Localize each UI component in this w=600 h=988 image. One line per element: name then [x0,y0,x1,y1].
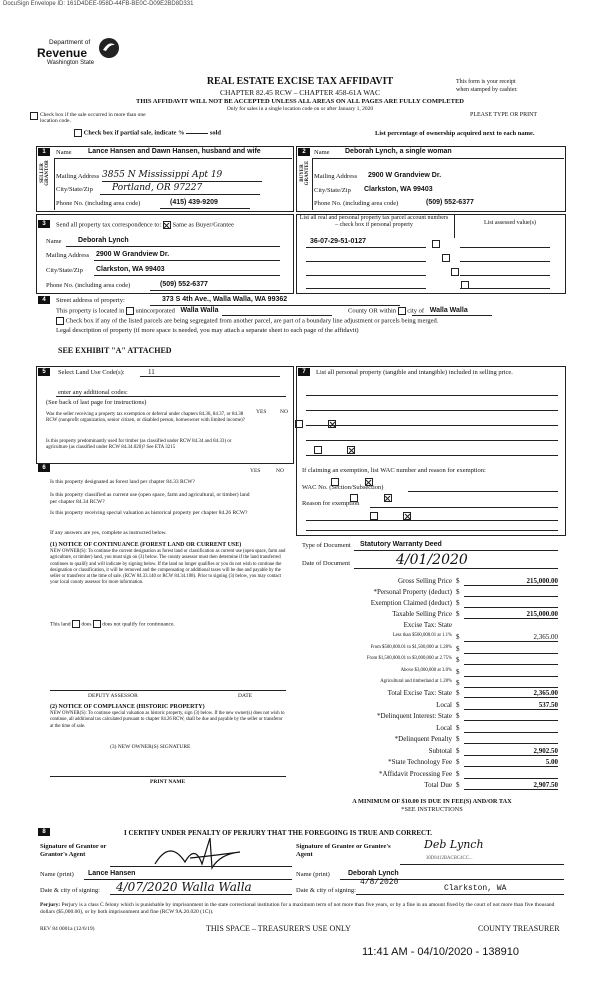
doc-date-value[interactable]: 4/01/2020 [396,552,468,568]
section-6-number: 6 [38,464,50,472]
grantee-signature: Deb Lynch [424,838,484,851]
grantor-signature-scribble-icon [150,834,260,870]
footer-county: COUNTY TREASURER [478,924,560,933]
tax-row-currency: $ [456,599,460,607]
partial-sale-checkbox[interactable] [74,129,82,137]
buyer-name-value[interactable]: Deborah Lynch, a single woman [345,148,452,155]
seller-phone-value[interactable]: (415) 439-9209 [170,199,218,206]
sec5-q1: Was the seller receiving a property tax exemption or deferral under chapters 84.36, 84.37, or 84.38 RCW (nonprofit organization, senior citizen, or disabled person, homeowner with limited income)? [46,412,245,423]
parcel-1-checkbox[interactable] [432,240,440,248]
tax-row-currency: $ [456,656,460,664]
buyer-addr-label: Mailing Address [314,173,358,180]
grantee-name-label: Name (print) [296,871,330,878]
sec6-n2-title: (2) NOTICE OF COMPLIANCE (HISTORIC PROPERTY) [50,704,205,710]
sec7-reason: Reason for exemption [302,500,360,507]
tax-row-currency: $ [456,679,460,687]
sec5-label: Select Land Use Code(s): [58,369,125,376]
sec6-if-yes: If any answers are yes, complete as instructed below. [50,530,167,536]
tax-row-label: Exemption Claimed (deduct) [370,599,452,607]
partial-sale-sold: sold [209,129,222,137]
section-7-number: 7 [298,368,310,376]
perjury [40,902,564,916]
seller-name-value[interactable]: Lance Hansen and Dawn Hansen, husband and wife [88,148,261,155]
footer-space: THIS SPACE – TREASURER'S USE ONLY [206,924,351,933]
deputy-date: DATE [238,693,253,699]
seller-addr-value[interactable]: 3855 N Mississippi Apt 19 [102,170,223,180]
parcel-2-checkbox[interactable] [442,254,450,262]
city-of-checkbox[interactable] [398,307,406,315]
multi-location-label: Check box if the sale occurred in more than one location code. [40,112,146,124]
parcel-3-checkbox[interactable] [451,268,459,276]
envelope-id: DocuSign Envelope ID: 161D4DEE-958D-44FB-BE0C-D09E2BD8D331 [3,1,194,7]
sec4-street-label: Street address of property: [56,297,125,304]
tax-row-value[interactable]: 2,907.50 [533,781,558,789]
same-as-buyer-checkbox[interactable] [163,221,171,229]
tax-row-label: *State Technology Fee [388,758,452,766]
doc-date-label: Date of Document [302,560,351,567]
sec6-n1-body: NEW OWNER(S): To continue the current designation as forest land or classification as current use (open space, farm and agriculture, or timber) land, you must sign on (3) below. The county assessor must then determine if the land transferred continues to qualify and will indicate by signing below. If the land no longer qualifies or you do not wish to continue the designation or classification, it will be removed and the compensating or additional taxes will be due and payable by the seller or transferor at the time of sale. (RCW 84.33.140 or RCW 84.34.108). Prior to signing (3) below, you may contact your local county assessor for more information. [50,549,286,586]
sec5-no: NO [280,409,288,415]
new-owner-signature: (3) NEW OWNER(S) SIGNATURE [110,744,191,750]
dor-logo [37,36,127,70]
land-does-not-checkbox[interactable] [93,620,101,628]
certify: I CERTIFY UNDER PENALTY OF PERJURY THAT THE FOREGOING IS TRUE AND CORRECT. [124,829,433,837]
tax-row-currency: $ [456,667,460,676]
tax-row-label: *Delinquent Penalty [394,735,452,743]
grantee-date-label: Date & city of signing: [296,887,356,894]
receipt-note [456,78,518,94]
sec4-located-text: This property is located in [56,307,125,315]
sec4-segregated [56,317,438,325]
tax-row-label: Subtotal [428,746,452,755]
seller-role-label: SELLER GRANTOR [40,160,50,186]
grantor-name-label: Name (print) [40,871,74,878]
tax-row-value[interactable]: 2,365.00 [533,689,558,697]
parcel-1-value[interactable]: 36-07-29-51-0127 [310,238,367,245]
sec4-county-text: County OR within [348,307,397,315]
sec5-enter: enter any additional codes: [58,389,128,396]
unincorporated-label: unincorporated [135,307,175,315]
tax-row-label: Agricultural and timberland at 1.28% [380,679,452,684]
sec6-q2: Is this property classified as current use (open space, farm and agricultural, or timber) land per chapter 84.34 RCW? [50,492,250,505]
sec3-city-label: City/State/Zip [46,267,83,274]
tax-row-label: Local [436,700,452,709]
seller-name-label: Name [56,149,72,156]
dor-swoosh-icon [97,36,121,60]
logo-line2: Revenue [37,46,88,60]
sec4-street-value[interactable]: 373 S 4th Ave., Walla Walla, WA 99362 [162,296,288,303]
tax-row-currency: $ [456,781,460,789]
land-does-label: does [81,621,92,628]
partial-sale-label: Check box if partial sale, indicate % [83,129,185,137]
tax-row-currency: $ [456,588,460,596]
segregated-checkbox[interactable] [56,317,64,325]
tax-row-label: Gross Selling Price [397,577,452,585]
type-print: PLEASE TYPE OR PRINT [470,112,538,118]
same-as-buyer-label: Same as Buyer/Grantee [172,221,234,229]
buyer-city-value[interactable]: Clarkston, WA 99403 [364,186,433,193]
seller-city-label: City/State/Zip [56,186,93,193]
tax-row-label: Total Excise Tax: State [387,689,452,697]
tax-row-label: Excise Tax: State [403,621,452,629]
sec4-legal: Legal description of property (if more space is needed, you may attach a separate sheet to each page of the affidavit) [56,327,359,334]
tax-row-currency: $ [456,735,460,743]
section-3-number: 3 [38,220,50,228]
section-2-number: 2 [298,148,310,156]
form-warning: THIS AFFIDAVIT WILL NOT BE ACCEPTED UNLESS ALL AREAS ON ALL PAGES ARE FULLY COMPLETED [136,98,464,105]
buyer-phone-value[interactable]: (509) 552-6377 [426,199,474,206]
tax-row-label: Above $3,000,000 at 3.0% [400,667,452,673]
tax-row-value[interactable]: 215,000.00 [526,577,558,585]
parcels-assessed-header: List assessed value(s) [484,220,536,226]
buyer-city-label: City/State/Zip [314,187,351,194]
tax-row-value[interactable]: 2,902.50 [533,746,558,755]
tax-row-currency: $ [456,700,460,709]
section-1-number: 1 [38,148,50,156]
seller-phone-label: Phone No. (including area code) [56,200,141,207]
sec7-exemption: If claiming an exemption, list WAC number and reason for exemption: [302,467,486,474]
exhibit-a: SEE EXHIBIT "A" ATTACHED [58,346,172,355]
sec3-city-value[interactable]: Clarkston, WA 99403 [96,266,165,273]
sec7-label: List all personal property (tangible and intangible) included in selling price. [316,369,513,376]
form-subnote: Only for sales in a single location code on or after January 1, 2020 [226,106,374,112]
sec3-phone-label: Phone No. (including area code) [46,282,131,289]
grantor-date-value[interactable]: 4/07/2020 Walla Walla [116,880,252,894]
tax-row-label: *Delinquent Interest: State [376,712,452,720]
buyer-phone-label: Phone No. (including area code) [314,200,399,207]
grantor-date-label: Date & city of signing: [40,887,100,894]
sec6-n1-title: (1) NOTICE OF CONTINUANCE (FOREST LAND OR CURRENT USE) [50,542,242,548]
tax-row-currency: $ [456,644,460,653]
land-label: This land [50,621,71,628]
tax-row-label: From $500,000.01 to $1,500,000 at 1.28% [370,644,452,650]
segregated-label: Check box if any of the listed parcels are being segregated from another parcel, are part of a boundary line adjustment or parcels being merged. [65,317,439,325]
receipt-note-2: when stamped by cashier. [456,87,518,93]
tax-row-value[interactable]: 5.00 [545,758,558,766]
unincorporated-value[interactable]: Walla Walla [180,307,219,315]
sec6-yes: YES [250,468,261,474]
receipt-note-1: This form is your receipt [456,79,516,85]
tax-row-currency: $ [456,712,460,720]
land-does-checkbox[interactable] [72,620,80,628]
tax-row-label: Total Due [424,781,452,789]
multi-location-checkbox[interactable] [30,112,38,120]
tax-row-label: From $1,500,000.01 to $3,000,000 at 2.75% [366,656,452,661]
partial-sale [74,129,221,137]
grantee-date-value[interactable]: 4/8/2020 [360,878,399,887]
doc-type-label: Type of Document [302,542,351,549]
sec3-name-value[interactable]: Deborah Lynch [78,237,129,244]
buyer-name-label: Name [314,149,330,156]
form-chapter: CHAPTER 82.45 RCW – CHAPTER 458-61A WAC [220,88,380,97]
tax-row-currency: $ [456,758,460,766]
multi-location [40,112,150,124]
logo-line3: Washington State [47,60,95,66]
tax-row-label: *Affidavit Processing Fee [379,769,452,778]
sec6-no: NO [276,468,284,474]
docusign-id: 30D8412BACBC4CC... [426,856,473,861]
sec3-label [56,221,234,229]
perjury-text: Perjury is a class C felony which is punishable by imprisonment in the state correctional institution for a maximum term of not more than five years, or by a fine in an amount fixed by the court of not more than five thousand dollars ($5,000.00), or by both imprisonment and fine (RCW 9A.20.020 (1C)). [40,902,555,915]
tax-row-label: *Personal Property (deduct) [373,588,452,596]
tax-row-currency: $ [456,577,460,585]
tax-row-currency: $ [456,769,460,778]
grantee-sig-label: Signature of Grantee or Grantee's Agent [296,843,391,858]
grantor-name-value[interactable]: Lance Hansen [88,870,136,877]
ownership-note: List percentage of ownership acquired next to each name. [375,130,535,137]
section-4-number: 4 [38,296,50,304]
section-7-box [296,366,566,536]
sec4-county [348,307,468,315]
sec3-label-text: Send all property tax correspondence to: [56,221,162,229]
print-name: PRINT NAME [150,779,186,785]
tax-row-currency: $ [456,746,460,755]
sec6-land [50,620,175,628]
tax-row-currency: $ [456,610,460,618]
tax-row-value[interactable]: 2,365.00 [533,633,558,641]
sec3-addr-label: Mailing Address [46,252,90,259]
city-of-label: city of [407,307,425,315]
sec7-wac: WAC No. (Section/Subsection) [302,484,384,491]
sec6-q1: Is this property designated as forest land per chapter 84.33 RCW? [50,479,195,485]
land-does-not-label: does not qualify for continuance. [102,621,175,628]
sec6-q3: Is this property receiving special valuation as historical property per chapter 84.26 RCW? [50,510,248,516]
section-5-number: 5 [38,368,50,376]
tax-row-label: Taxable Selling Price [392,610,452,618]
parcels-header: List all real and personal property tax parcel account numbers – check box if personal property [299,215,449,228]
perjury-label: Perjury: [40,902,61,908]
grantor-sig-label: Signature of Grantor or Grantor's Agent [40,843,107,858]
minimum-due: A MINIMUM OF $10.00 IS DUE IN FEE(S) AND/OR TAX [352,798,512,805]
grantee-name-value[interactable]: Deborah Lynch [348,870,399,877]
buyer-addr-value[interactable]: 2900 W Grandview Dr. [368,172,442,179]
sec6-n2-body: NEW OWNER(S): To continue special valuation as historic property, sign (3) below. If the new owner(s) does not wish to continue, all additional tax calculated pursuant to chapter 84.26 RCW, shall be due and payable by the seller or transferor at the time of sale. [50,711,285,729]
sec5-see: (See back of last page for instructions) [46,399,147,406]
tax-row-currency: $ [456,689,460,697]
doc-type-value[interactable]: Statutory Warranty Deed [360,541,442,548]
logo-line1: Department of [49,39,91,46]
tax-row-value[interactable]: 215,000.00 [526,610,558,618]
tax-row-currency: $ [456,633,460,641]
form-title: REAL ESTATE EXCISE TAX AFFIDAVIT [206,76,394,87]
unincorporated-checkbox[interactable] [126,307,134,315]
tax-row-label: Less than $500,000.01 at 1.1% [392,633,452,638]
city-of-value[interactable]: Walla Walla [429,307,468,315]
sec3-addr-value[interactable]: 2900 W Grandview Dr. [96,251,170,258]
tax-row-label: Local [436,723,452,732]
sec5-q2: Is this property predominantly used for timber (as classified under RCW 84.34 and 84.33) or agriculture (as classified under RCW 84.34.020)? See ETA 3215 [46,439,232,450]
deputy-assessor: DEPUTY ASSESSOR [88,693,138,699]
tax-row-value[interactable]: 537.50 [538,700,558,709]
footer-rev: REV 84 0001a (12/6/19) [40,926,95,932]
seller-city-value[interactable]: Portland, OR 97227 [112,183,203,193]
recording-stamp: 11:41 AM - 04/10/2020 - 138910 [362,946,519,958]
grantee-city-value[interactable]: Clarkston, WA [444,884,507,893]
buyer-role-label: BUYER GRANTEE [300,160,310,186]
sec5-code[interactable]: 11 [148,368,155,376]
see-instructions: *SEE INSTRUCTIONS [401,806,463,813]
seller-addr-label: Mailing Address [56,173,100,180]
tax-row-currency: $ [456,723,460,732]
sec5-yes: YES [256,409,267,415]
sec3-name-label: Name [46,238,62,245]
section-8-number: 8 [38,828,50,836]
sec4-located [56,307,218,315]
sec3-phone-value[interactable]: (509) 552-6377 [160,281,208,288]
